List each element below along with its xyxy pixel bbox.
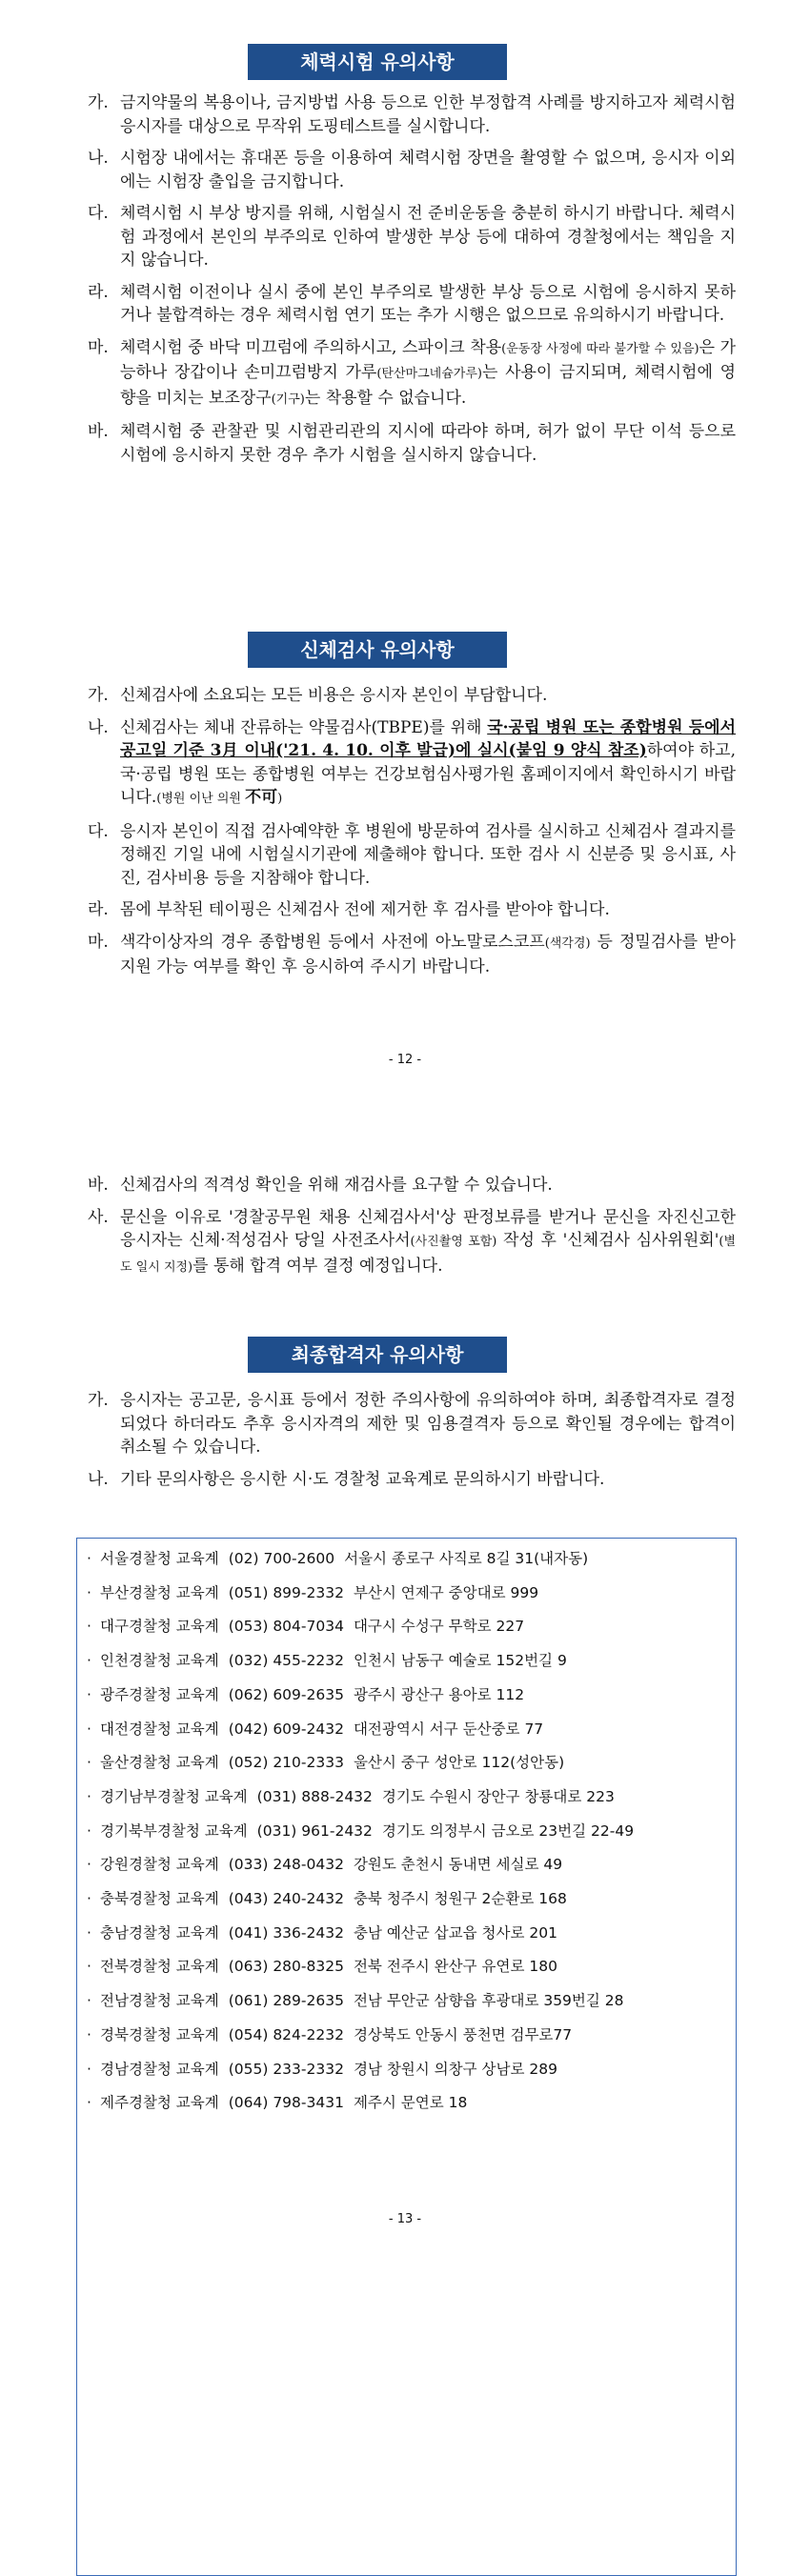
list-item: [88, 420, 736, 467]
contact-row: [87, 2053, 736, 2087]
contact-office: 인천경찰청 교육계: [100, 1652, 219, 1670]
section-header-physical-exam: 신체검사 유의사항: [248, 632, 507, 668]
contact-phone: (031) 961-2432: [256, 1821, 373, 1840]
bullet-icon: ·: [87, 1720, 91, 1738]
page-number: - 13 -: [388, 2212, 422, 2226]
contact-address: 부산시 연제구 중앙대로 999: [353, 1583, 539, 1601]
physical-exam-items-continued: [88, 1174, 736, 1288]
contact-address: 충북 청주시 청원구 2순환로 168: [353, 1890, 567, 1908]
contact-address: 서울시 종로구 사직로 8길 31(내자동): [344, 1550, 589, 1567]
item-marker: 가.: [88, 93, 109, 112]
item-text: 응시자는 공고문, 응시표 등에서 정한 주의사항에 유의하여야 하며, 최종합격자로 결정되었다 하더라도 추후 응시자격의 제한 및 임용결격자 등으로 확인될 경우에는 합격이 취소될 수 있습니다.: [120, 1391, 736, 1457]
item-note: (별도 일시 지정): [120, 1235, 737, 1275]
contact-office: 서울경찰청 교육계: [100, 1550, 219, 1567]
item-text: 몸에 부착된 테이핑은 신체검사 전에 제거한 후 검사를 받아야 합니다.: [120, 900, 610, 919]
list-item: [88, 202, 736, 272]
item-note: (기구): [271, 392, 305, 407]
item-text: 응시자 본인이 직접 검사예약한 후 병원에 방문하여 검사를 실시하고 신체검사 결과지를 정해진 기일 내에 시험실시기관에 제출해야 합니다. 또한 검사 시 신분증 및 응시표, 사진, 검사비용 등을 지참해야 합니다.: [120, 821, 736, 888]
contact-list: [77, 1539, 736, 2121]
item-note: (운동장 사정에 따라 불가할 수 있음): [501, 341, 699, 356]
contact-office: 충북경찰청 교육계: [100, 1890, 219, 1908]
item-marker: 라.: [88, 900, 109, 919]
contact-row: [87, 1781, 736, 1815]
item-text-part: 는 착용할 수 없습니다.: [304, 388, 467, 408]
contact-row: [87, 1713, 736, 1747]
contact-row: [87, 1882, 736, 1917]
contact-address: 광주시 광산구 용아로 112: [353, 1685, 525, 1703]
item-text: 체력시험 시 부상 방지를 위해, 시험실시 전 준비운동을 충분히 하시기 바랍니다. 체력시험 과정에서 본인의 부주의로 인하여 발생한 부상 등에 대하여 경찰청에서는 책임을 지지 않습니다.: [120, 204, 736, 270]
item-marker: 라.: [88, 282, 109, 302]
bullet-icon: ·: [87, 1958, 91, 1976]
item-text: [120, 1206, 736, 1280]
item-note: (사진촬영 포함): [410, 1235, 497, 1249]
item-text-part: 체력시험 중 바닥 미끄럼에 주의하시고, 스파이크 착용: [120, 337, 502, 357]
bullet-icon: ·: [87, 1890, 91, 1908]
bullet-icon: ·: [87, 1652, 91, 1670]
contact-phone: (062) 609-2635: [228, 1685, 344, 1703]
bullet-icon: ·: [87, 1787, 91, 1805]
item-text: 시험장 내에서는 휴대폰 등을 이용하여 체력시험 장면을 촬영할 수 없으며, 응시자 이외에는 시험장 출입을 금지합니다.: [120, 149, 736, 191]
contact-phone: (061) 289-2635: [228, 1992, 344, 2010]
contact-phone: (032) 455-2232: [228, 1652, 344, 1670]
physical-exam-items: [88, 684, 736, 988]
bullet-icon: ·: [87, 1550, 91, 1567]
list-item: [88, 281, 736, 328]
contact-address: 울산시 중구 성안로 112(성안동): [353, 1754, 565, 1772]
list-item: [88, 1468, 736, 1492]
contact-phone: (042) 609-2432: [228, 1720, 344, 1738]
contact-row: [87, 1542, 736, 1577]
contact-office: 강원경찰청 교육계: [100, 1856, 219, 1874]
list-item: [88, 898, 736, 922]
list-item: [88, 931, 736, 979]
contact-address: 전남 무안군 삼향읍 후광대로 359번길 28: [353, 1992, 624, 2010]
item-text: 체력시험 이전이나 실시 중에 본인 부주의로 발생한 부상 등으로 시험에 응시하지 못하거나 불합격하는 경우 체력시험 연기 또는 추가 시행은 없으므로 유의하시기 바랍니다.: [120, 282, 736, 325]
contact-phone: (033) 248-0432: [228, 1856, 344, 1874]
item-text-part: 문신을 이유로 '경찰공무원 채용 신체검사서'상 판정보류를 받거나 문신을 자진신고한 응시자는 신체·적성검사 당일 사전조사서: [120, 1207, 736, 1250]
item-text-part: 신체검사는 체내 잔류하는 약물검사(TBPE)를 위해: [120, 717, 488, 737]
contact-office: 울산경찰청 교육계: [100, 1754, 219, 1772]
contact-office: 제주경찰청 교육계: [100, 2094, 219, 2112]
contact-office: 전남경찰청 교육계: [100, 1992, 219, 2010]
list-item: [88, 1206, 736, 1280]
bullet-icon: ·: [87, 1821, 91, 1840]
item-note: (탄산마그네슘가루): [376, 367, 482, 381]
contact-row: [87, 1984, 736, 2019]
item-text: 체력시험 중 관찰관 및 시험관리관의 지시에 따라야 하며, 허가 없이 무단 이석 등으로 시험에 응시하지 못한 경우 추가 시험을 실시하지 않습니다.: [120, 422, 736, 465]
item-emphasis: 不可: [245, 788, 278, 807]
contact-address: 인천시 남동구 예술로 152번길 9: [353, 1652, 567, 1670]
contact-address: 경기도 의정부시 금오로 23번길 22-49: [381, 1821, 635, 1840]
contact-address: 경기도 수원시 장안구 창룡대로 223: [381, 1787, 615, 1805]
item-marker: 마.: [88, 337, 109, 357]
contact-phone: (052) 210-2333: [228, 1754, 344, 1772]
section-header-fitness-test: 체력시험 유의사항: [248, 44, 507, 80]
contact-phone: (043) 240-2432: [228, 1890, 344, 1908]
bullet-icon: ·: [87, 1754, 91, 1772]
contact-row: [87, 1848, 736, 1882]
item-note: (색각경): [544, 936, 591, 951]
item-marker: 가.: [88, 686, 109, 705]
item-text: 신체검사에 소요되는 모든 비용은 응시자 본인이 부담합니다.: [120, 686, 548, 705]
item-text: [120, 931, 736, 979]
contact-phone: (041) 336-2432: [228, 1923, 344, 1942]
contact-office: 경기남부경찰청 교육계: [100, 1787, 248, 1805]
contact-phone: (053) 804-7034: [228, 1618, 344, 1636]
item-marker: 마.: [88, 932, 109, 952]
page-number: - 12 -: [388, 1053, 422, 1067]
list-item: [88, 820, 736, 891]
bullet-icon: ·: [87, 1583, 91, 1601]
item-marker: 사.: [88, 1207, 109, 1227]
contact-row: [87, 1917, 736, 1951]
fitness-test-items: [88, 91, 736, 475]
list-item: [88, 1389, 736, 1459]
contact-office: 경북경찰청 교육계: [100, 2025, 219, 2043]
item-text: 기타 문의사항은 응시한 시·도 경찰청 교육계로 문의하시기 바랍니다.: [120, 1469, 605, 1489]
item-marker: 가.: [88, 1391, 109, 1410]
item-text-part: 하여야 하고, 국·공립 병원 또는 종합병원 여부는 건강보험심사평가원 홈페이지에서 확인하시기 바랍니다.: [120, 741, 736, 807]
contact-address: 강원도 춘천시 동내면 세실로 49: [353, 1856, 563, 1874]
list-item: [88, 91, 736, 138]
contact-office: 경남경찰청 교육계: [100, 2060, 219, 2078]
list-item: [88, 336, 736, 413]
contact-address: 경남 창원시 의창구 상남로 289: [353, 2060, 557, 2078]
contact-address: 경상북도 안동시 풍천면 검무로77: [353, 2025, 573, 2043]
contact-row: [87, 2086, 736, 2121]
list-item: [88, 684, 736, 708]
item-text-part: 작성 후 '신체검사 심사위원회': [496, 1231, 719, 1250]
bullet-icon: ·: [87, 1856, 91, 1874]
section-header-final-candidates: 최종합격자 유의사항: [248, 1337, 507, 1373]
contact-row: [87, 1815, 736, 1849]
item-text-part: 등 정밀검사를 받아 지원 가능 여부를 확인 후 응시하여 주시기 바랍니다.: [120, 932, 736, 976]
final-candidates-items: [88, 1389, 736, 1499]
contact-office: 전북경찰청 교육계: [100, 1958, 219, 1976]
contact-phone: (02) 700-2600: [228, 1550, 335, 1567]
item-text: [120, 716, 736, 812]
contact-phone: (031) 888-2432: [256, 1787, 373, 1805]
item-marker: 나.: [88, 149, 109, 168]
item-text-part: 를 통해 합격 여부 결정 예정입니다.: [192, 1256, 443, 1276]
contact-office: 대전경찰청 교육계: [100, 1720, 219, 1738]
bullet-icon: ·: [87, 2060, 91, 2078]
bullet-icon: ·: [87, 1618, 91, 1636]
contact-row: [87, 1644, 736, 1679]
contact-phone: (055) 233-2332: [228, 2060, 344, 2078]
contact-phone: (063) 280-8325: [228, 1958, 344, 1976]
item-text: 금지약물의 복용이나, 금지방법 사용 등으로 인한 부정합격 사례를 방지하고자 체력시험 응시자를 대상으로 무작위 도핑테스트를 실시합니다.: [120, 93, 736, 136]
list-item: [88, 716, 736, 812]
contact-phone: (064) 798-3431: [228, 2094, 344, 2112]
item-note: (병원 이난 의원: [156, 792, 246, 806]
contact-phone: (051) 899-2332: [228, 1583, 344, 1601]
bullet-icon: ·: [87, 1992, 91, 2010]
item-marker: 나.: [88, 717, 109, 737]
bullet-icon: ·: [87, 1685, 91, 1703]
contact-office: 광주경찰청 교육계: [100, 1685, 219, 1703]
bullet-icon: ·: [87, 2094, 91, 2112]
contact-office: 대구경찰청 교육계: [100, 1618, 219, 1636]
contact-office: 경기북부경찰청 교육계: [100, 1821, 248, 1840]
item-marker: 바.: [88, 1176, 109, 1195]
contact-row: [87, 2019, 736, 2053]
item-note: ): [277, 792, 283, 806]
item-marker: 바.: [88, 422, 109, 441]
contact-address: 충남 예산군 삽교읍 청사로 201: [353, 1923, 557, 1942]
item-marker: 다.: [88, 821, 109, 841]
contact-box: [76, 1538, 737, 2576]
contact-phone: (054) 824-2232: [228, 2025, 344, 2043]
contact-row: [87, 1679, 736, 1713]
item-text-part: 색각이상자의 경우 종합병원 등에서 사전에 아노말로스코프: [120, 932, 545, 952]
contact-address: 전북 전주시 완산구 유연로 180: [353, 1958, 557, 1976]
contact-row: [87, 1746, 736, 1781]
contact-office: 부산경찰청 교육계: [100, 1583, 219, 1601]
item-text-part: 는 사용이 금지되며, 체력시험에 영향을 미치는 보조장구: [120, 363, 736, 408]
contact-row: [87, 1577, 736, 1611]
contact-row: [87, 1610, 736, 1644]
contact-address: 대전광역시 서구 둔산중로 77: [353, 1720, 544, 1738]
bullet-icon: ·: [87, 2025, 91, 2043]
item-marker: 나.: [88, 1469, 109, 1489]
item-marker: 다.: [88, 204, 109, 223]
contact-address: 대구시 수성구 무학로 227: [353, 1618, 525, 1636]
bullet-icon: ·: [87, 1923, 91, 1942]
contact-office: 충남경찰청 교육계: [100, 1923, 219, 1942]
item-text: 신체검사의 적격성 확인을 위해 재검사를 요구할 수 있습니다.: [120, 1176, 553, 1195]
contact-address: 제주시 문연로 18: [353, 2094, 468, 2112]
emphasized-requirement: 국·공립 병원 또는 종합병원 등에서 공고일 기준 3月 이내('21. 4. 10. 이후 발급)에 실시(붙임 9 양식 참조): [120, 717, 737, 760]
item-text: [120, 336, 736, 413]
list-item: [88, 147, 736, 193]
list-item: [88, 1174, 736, 1197]
contact-row: [87, 1950, 736, 1984]
item-text-part: 은 가능하나 장갑이나 손미끄럼방지 가루: [120, 337, 736, 382]
